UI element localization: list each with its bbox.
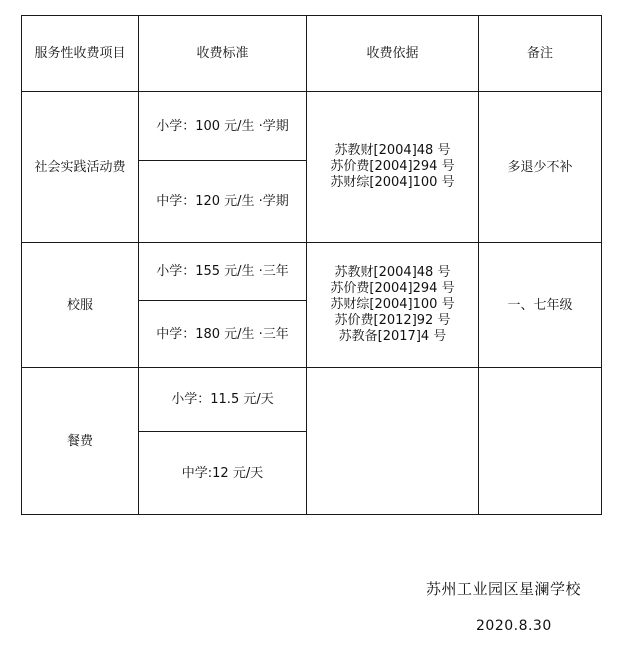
standard-middle: 中学：180 元/生 ·三年 [139, 301, 307, 368]
basis-line: 苏财综[2004]100 号 [330, 175, 455, 190]
basis-line: 苏财综[2004]100 号 [330, 297, 455, 312]
header-item: 服务性收费项目 [22, 16, 139, 92]
remark-cell [479, 368, 602, 515]
basis-cell [307, 243, 479, 368]
basis-cell [307, 92, 479, 243]
standard-middle: 中学：120 元/生 ·学期 [139, 161, 307, 243]
header-remark: 备注 [479, 16, 602, 92]
item-meal-fee: 餐费 [22, 368, 139, 515]
fee-table [21, 15, 602, 515]
standard-middle: 中学:12 元/天 [139, 432, 307, 515]
standard-primary: 小学：11.5 元/天 [139, 368, 307, 432]
standard-primary: 小学：100 元/生 ·学期 [139, 92, 307, 161]
table-row [22, 368, 602, 432]
standard-primary: 小学：155 元/生 ·三年 [139, 243, 307, 301]
table-row [22, 92, 602, 161]
remark-cell: 多退少不补 [479, 92, 602, 243]
document-date: 2020.8.30 [476, 618, 552, 634]
basis-cell [307, 368, 479, 515]
school-name: 苏州工业园区星澜学校 [426, 580, 582, 598]
table-row [22, 243, 602, 301]
header-row [22, 16, 602, 92]
remark-cell: 一、七年级 [479, 243, 602, 368]
basis-line: 苏教备[2017]4 号 [338, 329, 447, 344]
basis-line: 苏教财[2004]48 号 [334, 143, 451, 158]
header-basis: 收费依据 [307, 16, 479, 92]
header-standard: 收费标准 [139, 16, 307, 92]
item-uniform: 校服 [22, 243, 139, 368]
basis-line: 苏价费[2012]92 号 [334, 313, 451, 328]
basis-line: 苏教财[2004]48 号 [334, 265, 451, 280]
basis-line: 苏价费[2004]294 号 [330, 159, 455, 174]
item-practice-fee: 社会实践活动费 [22, 92, 139, 243]
basis-line: 苏价费[2004]294 号 [330, 281, 455, 296]
